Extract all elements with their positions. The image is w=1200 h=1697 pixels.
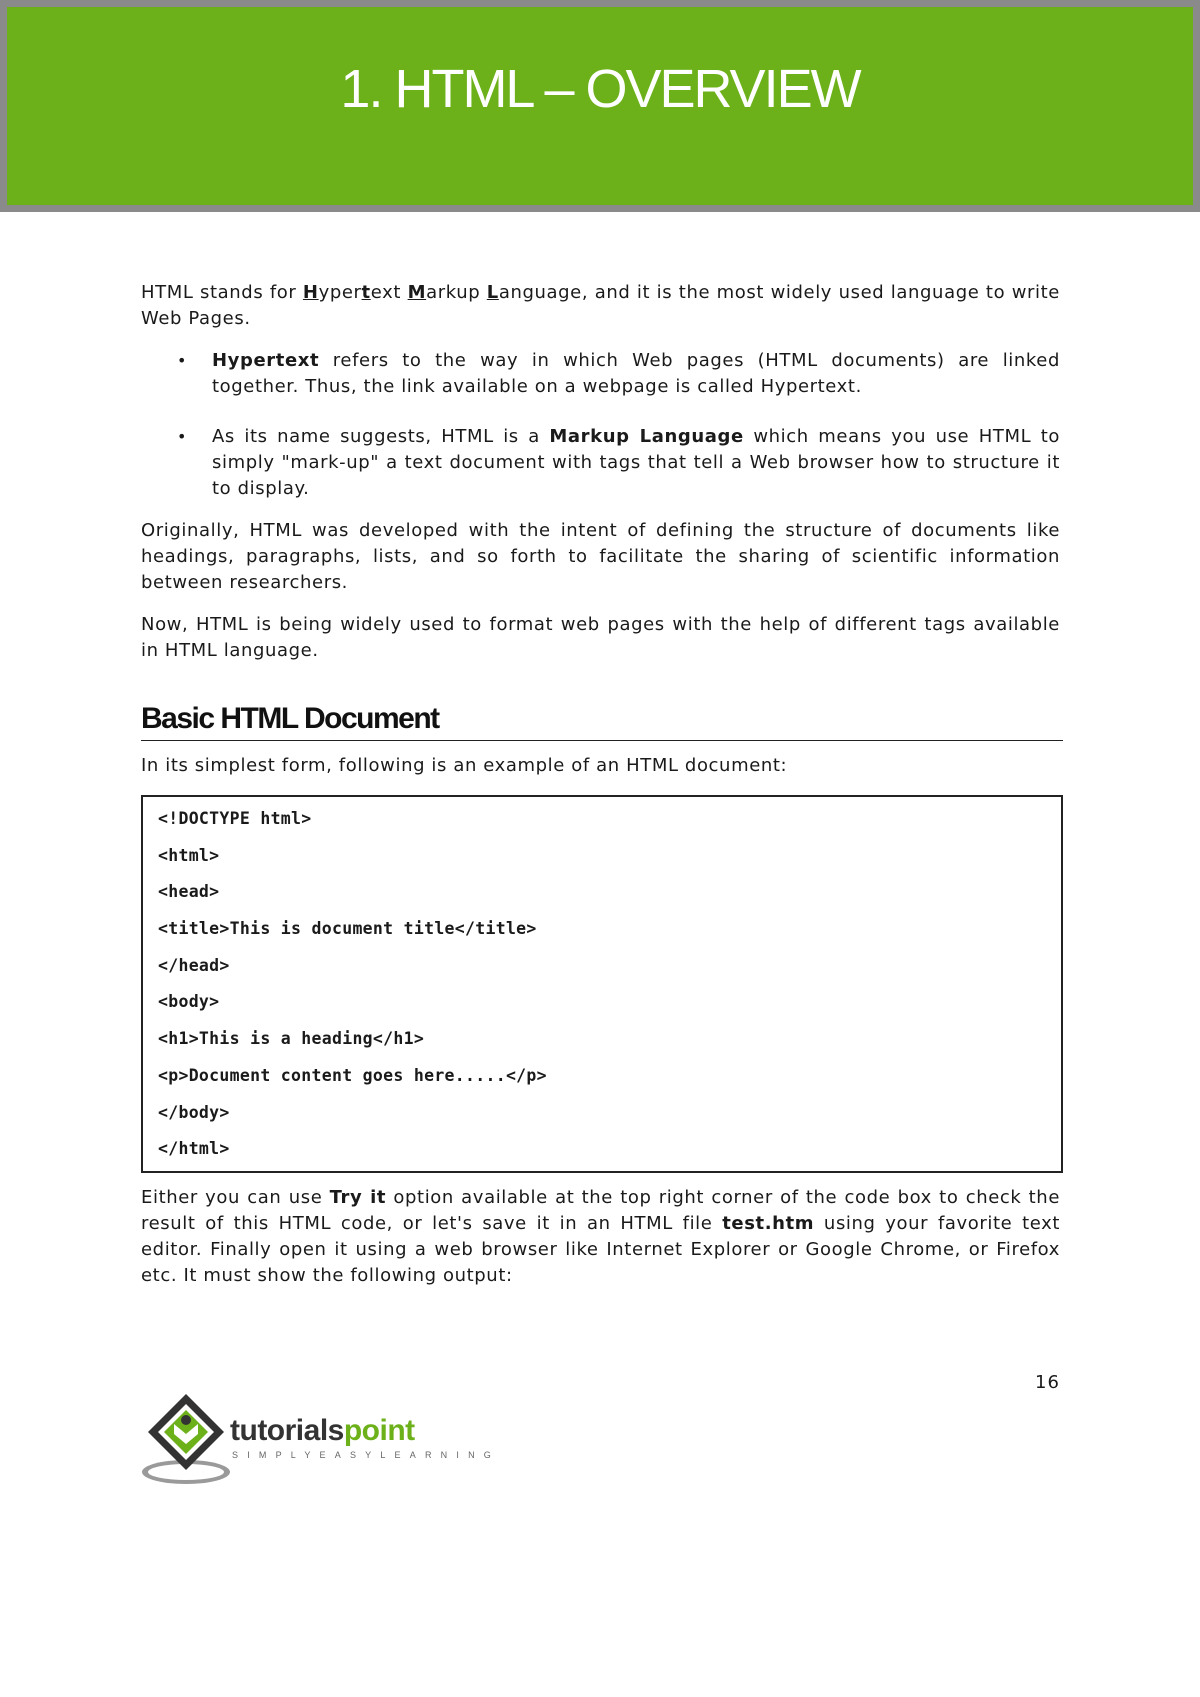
logo-wordmark-part: point (343, 1414, 415, 1447)
file-name: test.htm (722, 1213, 815, 1235)
page-content (141, 280, 1060, 1305)
code-line: <title>This is document title</title> (158, 919, 537, 939)
acronym-t: t (361, 282, 371, 303)
section-heading: Basic HTML Document (141, 702, 1063, 741)
code-line: <h1>This is a heading</h1> (158, 1029, 425, 1049)
code-line: <body> (158, 992, 220, 1012)
code-box (141, 795, 1063, 1173)
closing-text: using your favorite text editor. Finally open it using a web browser like Internet Explorer or Google Chrome, or Firefox etc. It must show the following output: (141, 1213, 1060, 1287)
intro-paragraph (141, 280, 1060, 332)
definition-list (141, 348, 1060, 502)
tutorialspoint-logo (140, 1390, 500, 1490)
definition-text: which means you use HTML to simply "mark-up" a text document with tags that tell a Web browser how to structure it to display. (212, 426, 1060, 499)
intro-text: arkup (426, 282, 481, 303)
chapter-title: 1. HTML – OVERVIEW (340, 59, 860, 119)
closing-paragraph (141, 1185, 1060, 1289)
intro-text: yper (318, 282, 362, 303)
code-line: </html> (158, 1139, 230, 1159)
closing-text: option available at the top right corner of the code box to check the result of this HTML code, or let's save it in an HTML file (141, 1187, 1060, 1235)
bullet-icon: • (177, 427, 188, 446)
code-line: <p>Document content goes here.....</p> (158, 1065, 547, 1085)
page-number: 16 (1035, 1372, 1060, 1393)
code-line: <head> (158, 882, 220, 902)
code-line: <html> (158, 845, 220, 865)
section-intro: In its simplest form, following is an example of an HTML document: (141, 755, 788, 776)
code-line: <!DOCTYPE html> (158, 809, 312, 828)
intro-text: anguage, and it is the most widely used language to write Web Pages. (141, 282, 1060, 329)
definition-text: refers to the way in which Web pages (HTML documents) are linked together. Thus, the link available on a webpage is called Hypertext. (212, 350, 1060, 397)
logo-wordmark (230, 1414, 415, 1448)
intro-text: HTML stands for (141, 282, 297, 303)
definition-text: As its name suggests, HTML is a (212, 426, 550, 447)
logo-tagline: SIMPLYEASYLEARNING (232, 1450, 500, 1460)
chapter-banner (0, 0, 1200, 212)
bullet-icon: • (177, 351, 188, 370)
closing-text: Either you can use (141, 1187, 330, 1209)
try-it-term: Try it (329, 1187, 387, 1209)
logo-mark-icon (140, 1390, 230, 1490)
acronym-h: H (302, 282, 319, 303)
history-paragraph: Originally, HTML was developed with the intent of defining the structure of documents like headings, paragraphs, lists, and so forth to facilitate the sharing of scientific information between researchers. (141, 520, 1060, 593)
acronym-l: L (486, 282, 499, 303)
code-line: </body> (158, 1102, 230, 1122)
acronym-m: M (407, 282, 427, 303)
code-line: </head> (158, 955, 230, 975)
list-item (141, 424, 1060, 502)
intro-text: ext (370, 282, 402, 303)
list-item (141, 348, 1060, 400)
logo-wordmark-part: tutorials (230, 1414, 344, 1447)
term-markup-language: Markup Language (549, 426, 744, 447)
term-hypertext: Hypertext (212, 350, 320, 371)
usage-paragraph: Now, HTML is being widely used to format web pages with the help of different tags available in HTML language. (141, 614, 1060, 661)
